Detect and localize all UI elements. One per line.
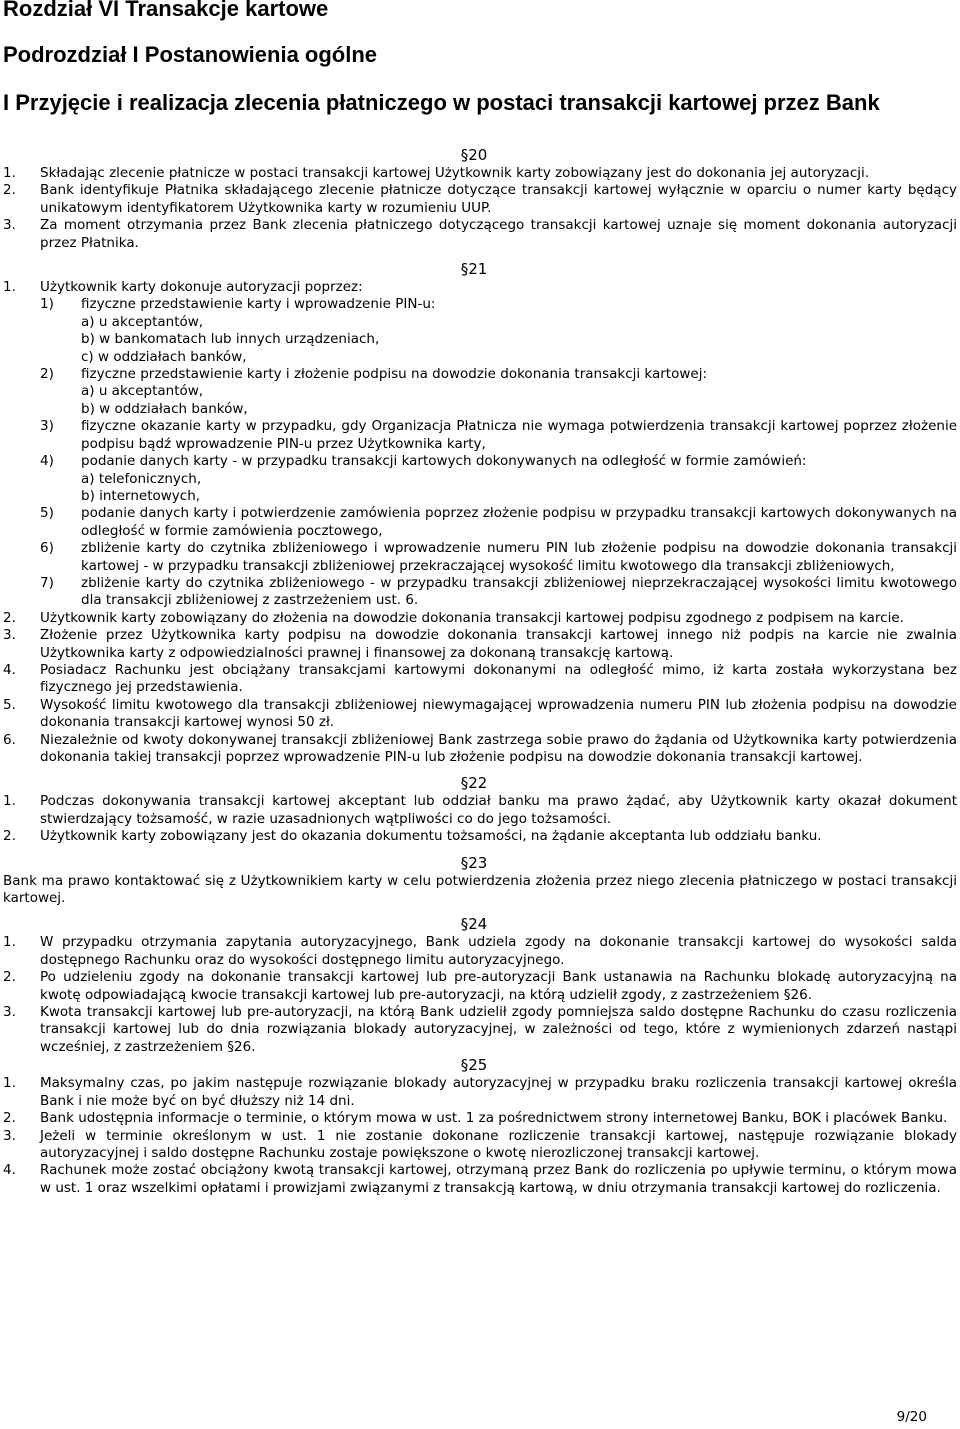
list-item: 3. Kwota transakcji kartowej lub pre-autoryzacji, na którą Bank udzielił zgody pomniejsza saldo dostępne Rachunku do czasu rozliczenia transakcji kartowej lub do dnia rozwiązania blokady autoryzacyjnej, w zależności od tego, które z wymienionych zdarzeń nastąpi wcześniej, z zastrzeżeniem §26. [3, 1004, 957, 1055]
list-item: 1. Składając zlecenie płatnicze w postaci transakcji kartowej Użytkownik karty zobowiązany jest do dokonania jej autoryzacji. [3, 165, 870, 181]
list-item: 6. Niezależnie od kwoty dokonywanej transakcji zbliżeniowej Bank zastrzega sobie prawo do żądania od Użytkownika karty potwierdzenia dokonania takiej transakcji poprzez wprowadzenie PIN-u lub złożenie podpisu na dowodzie dokonania transakcji kartowej. [3, 731, 957, 765]
sub-item: 5) podanie danych karty i potwierdzenie zamówienia poprzez złożenie podpisu w przypadku transakcji kartowych dokonywanych na odległość w formie zamówienia pocztowego, [40, 505, 957, 539]
paragraph-21-title: §21 [460, 260, 488, 279]
list-item: 2. Po udzieleniu zgody na dokonanie transakcji kartowej lub pre-autoryzacji Bank ustanawia na Rachunku blokadę autoryzacyjną na kwotę odpowiadającą kwocie transakcji kartowej lub pre-autoryzacji, na którą udzielił zgody, z zastrzeżeniem §26. [3, 969, 957, 1003]
list-item: 2. Użytkownik karty zobowiązany jest do okazania dokumentu tożsamości, na żądanie akceptanta lub oddziału banku. [3, 828, 822, 845]
list-item: 5. Wysokość limitu kwotowego dla transakcji zbliżeniowej niewymagającej wprowadzenia numeru PIN lub złożenia podpisu na dowodzie dokonania transakcji kartowej wynosi 50 zł. [3, 696, 957, 731]
list-item: 3. Złożenie przez Użytkownika karty podpisu na dowodzie dokonania transakcji kartowej innego niż podpis na karcie nie zwalnia Użytkownika karty z odpowiedzialności prawnej i finansowej za dokonaną transakcję kartową. [3, 627, 957, 661]
sub-item: 4) podanie danych karty - w przypadku transakcji kartowych dokonywanych na odległość w formie zamówień: [40, 453, 807, 470]
list-item: 1. Podczas dokonywania transakcji kartowej akceptant lub oddział banku ma prawo żądać, aby Użytkownik karty okazał dokument stwierdzający tożsamość, w razie uzasadnionych wątpliwości co do jego tożsamości. [3, 793, 957, 827]
section-heading: I Przyjęcie i realizacja zlecenia płatniczego w postaci transakcji kartowej przez Bank [3, 90, 880, 115]
document-body [3, 146, 957, 1197]
list-item: 1. Użytkownik karty dokonuje autoryzacji poprzez: 1) fizyczne przedstawienie karty i wprowadzenie PIN-u: a) u akceptantów, b) w bankomatach lub innych urządzeniach, c) w oddziałach banków, 2) fizyczne przedstawienie karty i złożenie podpisu na dowodzie dokonania transakcji kartowej: a) u akceptantów, b) w oddziałach banków, 3) fizyczne okazanie karty w przypadku, gdy Organizacja Płatnicza nie wymaga potwierdzenia transakcji kartowej poprzez złożenie podpisu bądź wprowadzenie PIN-u przez Użytkownika karty, 4) podanie danych karty - w przypadku transakcji kartowych dokonywanych na odległość w formie zamówień: a) telefonicznych, b) internetowych, 5) podanie danych karty i potwierdzenie zamówienia poprzez złożenie podpisu w przypadku transakcji kartowych dokonywanych na odległość w formie zamówienia pocztowego, 6) zbliżenie karty do czytnika zbliżeniowego i wprowadzenie numeru PIN lub złożenie podpisu na dowodzie dokonania transakcji kartowej - w przypadku transakcji zbliżeniowej przekraczającej wysokość limitu kwotowego dla transakcji zbliżeniowych, 7) zbliżenie karty do czytnika zbliżeniowego - w przypadku transakcji zbliżeniowej nieprzekraczającej wysokości limitu kwotowego dla transakcji zbliżeniowej z zastrzeżeniem ust. 6. [3, 279, 957, 609]
list-item: 4. Posiadacz Rachunku jest obciążany transakcjami kartowymi dokonanymi na odległość mimo, iż karta została wykorzystana bez fizycznego jej przedstawienia. [3, 661, 957, 696]
list-item: 2. Bank udostępnia informacje o terminie, o którym mowa w ust. 1 za pośrednictwem strony internetowej Banku, BOK i placówek Banku. [3, 1110, 948, 1127]
sub-item: 2) fizyczne przedstawienie karty i złożenie podpisu na dowodzie dokonania transakcji kartowej: [40, 366, 708, 383]
paragraph-text: Bank ma prawo kontaktować się z Użytkownikiem karty w celu potwierdzenia złożenia przez niego zlecenia płatniczego w postaci transakcji kartowej. [3, 872, 957, 907]
paragraph-25-title: §25 [460, 1056, 488, 1075]
list-item: 2. Bank identyfikuje Płatnika składającego zlecenie płatnicze dotyczące transakcji kartowej wyłącznie w oparciu o numer karty będący unikatowym identyfikatorem Użytkownika karty w rozumieniu UUP. [3, 182, 957, 216]
sub-item: 3) fizyczne okazanie karty w przypadku, gdy Organizacja Płatnicza nie wymaga potwierdzenia transakcji kartowej poprzez złożenie podpisu bądź wprowadzenie PIN-u przez Użytkownika karty, [40, 418, 957, 452]
chapter-heading: Rozdział VI Transakcje kartowe [3, 0, 329, 21]
subchapter-heading: Podrozdział I Postanowienia ogólne [3, 42, 378, 67]
sub-item: 7) zbliżenie karty do czytnika zbliżeniowego - w przypadku transakcji zbliżeniowej nieprzekraczającej wysokości limitu kwotowego dla transakcji zbliżeniowej z zastrzeżeniem ust. 6. [40, 574, 957, 609]
paragraph-24-title: §24 [460, 915, 488, 934]
list-item: 2. Użytkownik karty zobowiązany do złożenia na dowodzie dokonania transakcji kartowej podpisu zgodnego z podpisem na karcie. [3, 609, 904, 626]
page-number: 9/20 [896, 1409, 927, 1425]
sub-item: 1) fizyczne przedstawienie karty i wprowadzenie PIN-u: [40, 296, 436, 313]
list-item: 4. Rachunek może zostać obciążony kwotą transakcji kartowej, otrzymaną przez Bank do rozliczenia po upływie terminu, o którym mowa w ust. 1 oraz wszelkimi opłatami i prowizjami związanymi z transakcją kartową, w dniu otrzymania transakcji kartowej do rozliczenia. [3, 1162, 957, 1196]
paragraph-20-title: §20 [460, 146, 488, 164]
list-item: 3. Jeżeli w terminie określonym w ust. 1 nie zostanie dokonane rozliczenie transakcji kartowej, następuje rozwiązanie blokady autoryzacyjnej i saldo dostępne Rachunku zostaje powiększone o kwotę nierozliczonej transakcji kartowej. [3, 1127, 957, 1161]
list-item: 1. W przypadku otrzymania zapytania autoryzacyjnego, Bank udziela zgody na dokonanie transakcji kartowej do wysokości salda dostępnego Rachunku oraz do wysokości dostępnego limitu autoryzacyjnego. [3, 934, 957, 968]
paragraph-22-title: §22 [460, 774, 488, 793]
sub-item: 6) zbliżenie karty do czytnika zbliżeniowego i wprowadzenie numeru PIN lub złożenie podpisu na dowodzie dokonania transakcji kartowej - w przypadku transakcji zbliżeniowej przekraczającej wysokość limitu kwotowego dla transakcji zbliżeniowych, [40, 540, 957, 574]
list-item: 1. Maksymalny czas, po jakim następuje rozwiązanie blokady autoryzacyjnej w przypadku braku rozliczenia transakcji kartowej określa Bank i nie może być on być dłuższy niż 14 dni. [3, 1075, 957, 1109]
list-item: 3. Za moment otrzymania przez Bank zlecenia płatniczego dotyczącego transakcji kartowej uznaje się moment dokonania autoryzacji przez Płatnika. [3, 217, 957, 251]
paragraph-23-title: §23 [460, 853, 488, 872]
